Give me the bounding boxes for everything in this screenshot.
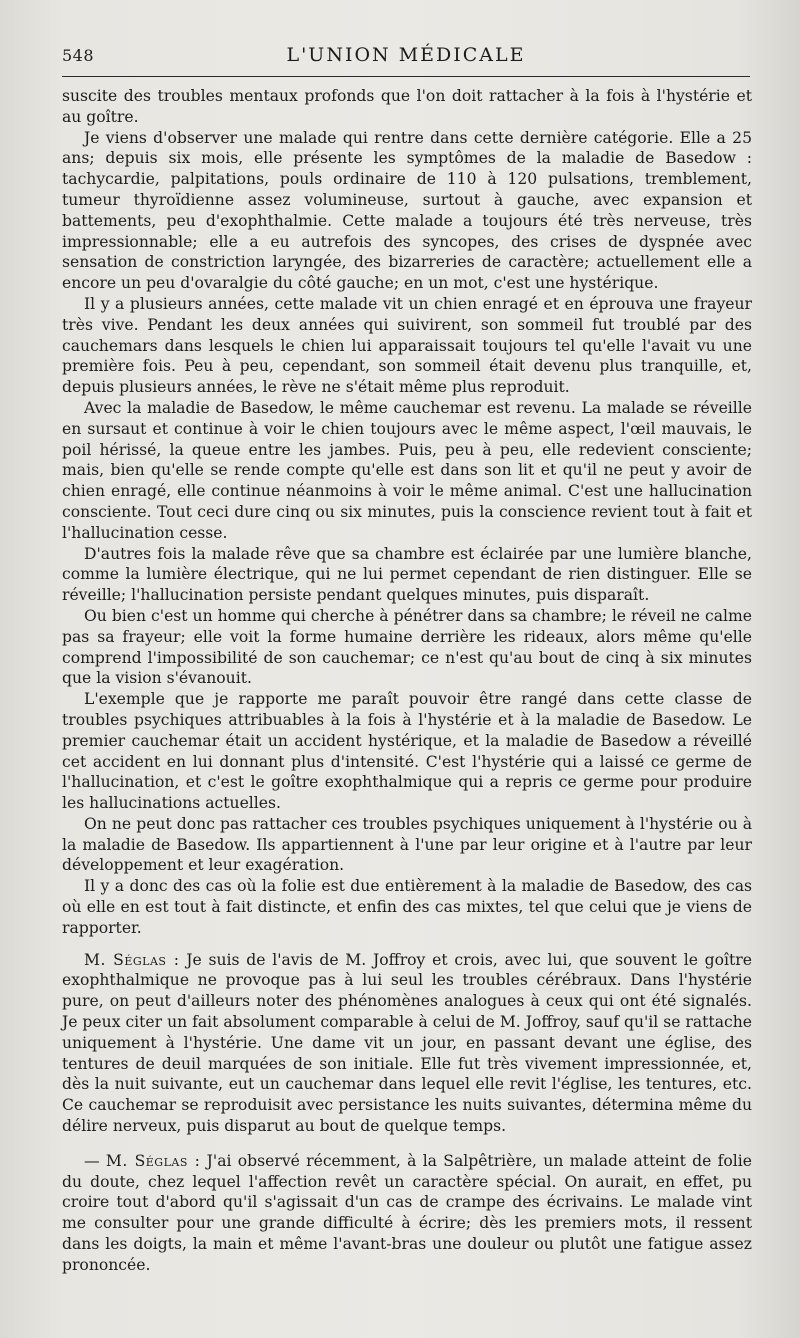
paragraph: On ne peut donc pas rattacher ces troubles psychiques uniquement à l'hystérie ou à la maladie de Basedow. Ils appartiennent à l'une par leur origine et à l'autre par leur développement et leur exagération. bbox=[62, 814, 752, 875]
discussion-paragraph bbox=[62, 1151, 752, 1276]
header-rule bbox=[62, 76, 750, 77]
dash: — bbox=[84, 1151, 106, 1170]
paragraph: suscite des troubles mentaux profonds que l'on doit rattacher à la fois à l'hystérie et au goître. bbox=[62, 87, 752, 126]
paragraph: Je viens d'observer une malade qui rentre dans cette dernière catégorie. Elle a 25 ans; depuis six mois, elle présente les symptômes de la maladie de Basedow : tachycardie, palpitations, pouls ordinaire de 110 à 120 pulsations, tremblement, tumeur thyroïdienne assez volumineuse, surtout à gauche, avec expansion et battements, peu d'exophthalmie. Cette malade a toujours été très nerveuse, très impressionnable; elle a eu autrefois des syncopes, des crises de dyspnée avec sensation de constriction laryngée, des bizarreries de caractère; actuellement elle a encore un peu d'ovaralgie du côté gauche; en un mot, c'est une hystérique. bbox=[62, 128, 752, 293]
page-number: 548 bbox=[62, 46, 95, 65]
page-header bbox=[62, 44, 750, 74]
paragraph: Avec la maladie de Basedow, le même cauchemar est revenu. La malade se réveille en sursaut et continue à voir le chien toujours avec le même aspect, l'œil mauvais, le poil hérissé, la queue entre les jambes. Puis, peu à peu, elle redevient consciente; mais, bien qu'elle se rende compte qu'elle est dans son lit et qu'il ne peut y avoir de chien enragé, elle continue néanmoins à voir le même animal. C'est une hallucination consciente. Tout ceci dure cinq ou six minutes, puis la conscience revient tout à fait et l'hallucination cesse. bbox=[62, 398, 752, 542]
discussion-paragraph bbox=[62, 950, 752, 1137]
discussion-text: J'ai observé récemment, à la Salpêtrière, un malade atteint de folie du doute, chez lequel l'affection revêt un caractère spécial. On aurait, en effet, pu croire tout d'abord qu'il s'agissait d'un cas de crampe des écrivains. Le malade vint me consulter pour une grande difficulté à écrire; dès les premiers mots, il ressent dans les doigts, la main et même l'avant-bras une douleur ou plutôt une fatigue assez prononcée. bbox=[62, 1151, 752, 1274]
discussion-text: Je suis de l'avis de M. Joffroy et crois, avec lui, que souvent le goître exophthalmique ne provoque pas à lui seul les troubles cérébraux. Dans l'hystérie pure, on peut d'ailleurs noter des phénomènes analogues à ceux qui ont été signalés. Je peux citer un fait absolument comparable à celui de M. Joffroy, sauf qu'il se rattache uniquement à l'hystérie. Une dame vit un jour, en passant devant une église, des tentures de deuil marquées de son initiale. Elle fut très vivement impressionnée, et, dès la nuit suivante, eut un cauchemar dans lequel elle revit l'église, les tentures, etc. Ce cauchemar se reproduisit avec persistance les nuits suivantes, détermina même du délire nerveux, puis disparut au bout de quelque temps. bbox=[62, 950, 752, 1136]
paragraph: Ou bien c'est un homme qui cherche à pénétrer dans sa chambre; le réveil ne calme pas sa frayeur; elle voit la forme humaine derrière les rideaux, alors même qu'elle comprend l'impossibilité de son cauchemar; ce n'est qu'au bout de cinq à six minutes que la vision s'évanouit. bbox=[62, 606, 752, 688]
speaker-name: M. Séglas : bbox=[84, 950, 180, 969]
paragraph: D'autres fois la malade rêve que sa chambre est éclairée par une lumière blanche, comme la lumière électrique, qui ne lui permet cependant de rien distinguer. Elle se réveille; l'hallucination persiste pendant quelques minutes, puis disparaît. bbox=[62, 544, 752, 605]
paragraph: Il y a donc des cas où la folie est due entièrement à la maladie de Basedow, des cas où elle en est tout à fait distincte, et enfin des cas mixtes, tel que celui que je viens de rapporter. bbox=[62, 877, 752, 937]
journal-title: L'UNION MÉDICALE bbox=[286, 44, 526, 66]
paragraph: L'exemple que je rapporte me paraît pouvoir être rangé dans cette classe de troubles psychiques attribuables à la fois à l'hystérie et à la maladie de Basedow. Le premier cauchemar était un accident hystérique, et la maladie de Basedow a réveillé cet accident en lui donnant plus d'intensité. C'est l'hystérie qui a laissé ce germe de l'hallucination, et c'est le goître exophthalmique qui a repris ce germe pour produire les hallucinations actuelles. bbox=[62, 690, 752, 813]
article-body bbox=[62, 86, 752, 1276]
speaker-name: M. Séglas : bbox=[105, 1151, 201, 1170]
paragraph: Il y a plusieurs années, cette malade vit un chien enragé et en éprouva une frayeur très vive. Pendant les deux années qui suivirent, son sommeil fut troublé par des cauchemars dans lesquels le chien lui apparaissait toujours tel qu'elle l'avait vu une première fois. Peu à peu, cependant, son sommeil était devenu plus tranquille, et, depuis plusieurs années, le rève ne s'était même plus reproduit. bbox=[62, 294, 752, 397]
